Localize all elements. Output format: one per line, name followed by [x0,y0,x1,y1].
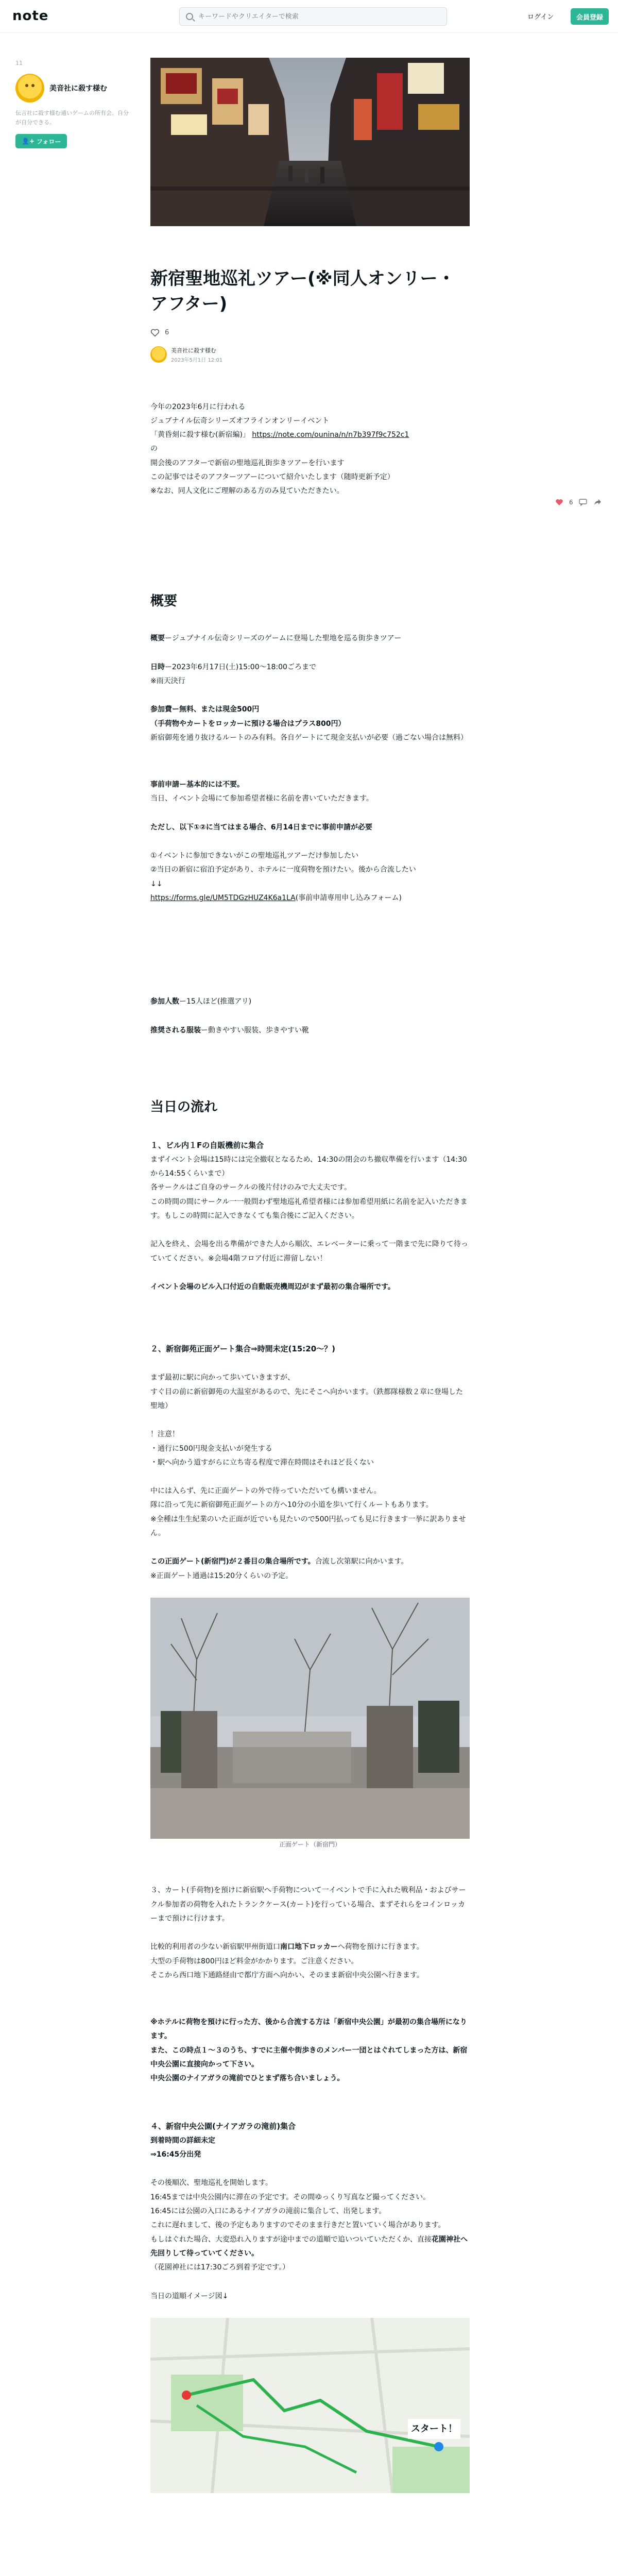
creator-avatar[interactable] [15,74,44,103]
apply-condition: ただし、以下①②に当てはまる場合、6月14日までに事前申請が必要 [150,823,372,832]
overview-line: ※雨天決行 [150,676,185,685]
overview-heading: 概要 [150,593,178,609]
step3-bold: ※ホテルに荷物を預けに行った方、後から合流する方は「新宿中央公園」が最初の集合場所になります。 [150,2018,467,2041]
step2-line: まず最初に駅に向かって歩いていきますが、 [150,1374,295,1382]
step1-line: 各サークルはご自身のサークルの後片付けのみで大丈夫です。 [150,1183,352,1192]
route-map [150,2318,470,2493]
author-name[interactable]: 美音社に殺す様む [171,347,216,354]
like-count: 6 [569,499,573,506]
overview-line: 日時ー2023年6月17日(土)15:00〜18:00ごろまで [150,663,316,671]
step3-line: ３、カート(手荷物)を預けに新宿駅へ手荷物について一イベントで手に入れた戦利品・およびサークル参加者の荷物を入れたトランクケース(カート)を行っている場合、まずそれらをコインロッカーまで預けに行けます。 [150,1886,466,1923]
intro-link[interactable]: https://note.com/ounina/n/n7b397f9c752c1 [252,431,409,439]
step4-line: （花園神社には17:30ごろ到着予定です。） [150,2263,290,2272]
apply-label: 事前申請ー基本的には不要。 [150,781,244,789]
article-body [150,400,470,2493]
apply-list-item: ①イベントに参加できないがこの聖地巡礼ツアーだけ参加したい [150,852,359,860]
share-icon[interactable] [593,498,602,507]
step2-note: ・通行に500円現金支払いが発生する [150,1444,272,1453]
map-start-label: スタート！ [408,2419,460,2439]
intro-line: 今年の2023年6月に行われる [150,402,246,411]
publish-date: 2023年5月1日 12:01 [171,357,223,363]
author-meta [171,346,222,363]
step3-locker-line: 比較的利用者の少ない新宿駅甲州街道口南口地下ロッカーへ荷物を預けに行きます。 [150,1943,424,1952]
step2-line: 隊に沿って先に新宿御苑正面ゲートの方へ10分の小道を歩いて行くルートもあります。 [150,1501,433,1510]
step4-line: その後順次、聖地巡礼を開始します。 [150,2179,272,2188]
dress-line: 推奨される服装ー動きやすい服装、歩きやすい靴 [150,1026,309,1035]
apply-link-row: https://forms.gle/UM5TDGzHUZ4K6a1LA(事前申請専用申し込みフォーム) [150,893,402,902]
follow-button[interactable] [15,134,67,148]
apply-list-item: ↓↓ [150,879,163,888]
fee-label: 参加費ー無料、または現金500円 [150,705,260,714]
step2-note: ！注意！ [150,1430,179,1439]
hero-street-photo [150,58,470,226]
fee-bold: （手荷物やカートをロッカーに預ける場合はプラス800円） [150,719,346,728]
search-input[interactable] [198,13,425,21]
author-row[interactable] [150,346,470,363]
step1-line: まずイベント会場は15時には完全撤収となるため、14:30の閉会のち撤収準備を行います（14:30から14:55くらいまで） [150,1155,467,1178]
top-header [0,0,618,33]
title-like-row [150,329,470,337]
intro-line: 「黄昏刻に殺す様む(新宿編)」 https://note.com/ounina/n/n7b397f9c752c1 [150,431,409,439]
step3-line: そこから西口地下通路経由で都庁方面へ向かい、そのまま新宿中央公園へ行きます。 [150,1971,424,1979]
step2-note2: ※正面ゲート通過は15:20分くらいの予定。 [150,1571,293,1580]
step4-shrine-line: もしはぐれた場合、大変恐れ入りますが途中までの道順で追いついていただくか、直接花園神社へ先回りして待っていてください。 [150,2235,468,2258]
person-plus-icon: 👤+ [22,138,35,145]
follow-label: フォロー [37,138,61,145]
step4-line: 16:45には公園の入口にあるナイアガラの滝前に集合して、出発します。 [150,2207,386,2216]
intro-line: ※なお、同人文化にご理解のある方のみ見ていただきたい。 [150,487,344,496]
step2-line: すぐ目の前に新宿御苑の大温室があるので、先にそこへ向かいます。（鉄都隊様数２章に登場した聖地） [150,1387,464,1410]
step4-line: これに遅れまして、後の予定もありますのでそのまま行きだと置いていく場合があります。 [150,2221,445,2230]
signup-button[interactable]: 会員登録 [571,8,609,25]
comment-icon[interactable] [578,498,588,507]
step1-heading: １、ビル内１Fの自販機前に集合 [150,1140,264,1150]
article-action-bar [555,498,602,507]
step2-note: ・駅へ向かう道すがらに立ち寄る程度で滞在時間はそれほど長くない [150,1458,374,1467]
heart-icon[interactable] [555,498,564,507]
intro-line: ジュブナイル伝奇シリーズオフラインオンリーイベント [150,416,330,425]
step1-line: この時間の間にサークル一一般問わず聖地巡礼希望者様には参加希望用紙に名前を記入いただきます。もしこの時間に記入できなくても集合後にご記入ください。 [150,1197,468,1220]
apply-list-item: ②当日の新宿に宿泊予定があり、ホテルに一度荷物を預けたい。後から合流したい [150,866,416,874]
gate-caption: 正面ゲート（新宿門） [279,1840,341,1848]
note-logo[interactable]: note [12,8,49,24]
creator-description: 伝言社に殺す様む通いゲームの所有会。自分が自分できる。 [15,110,129,126]
step3-line: 大型の手荷物は800円ほど料金がかかります。ご注意ください。 [150,1957,358,1965]
step4-sub: 到着時間の詳細未定 [150,2136,215,2145]
article-title: 新宿聖地巡礼ツアー(※同人オンリー・アフター) [150,268,455,315]
overview-line: 概要ージュブナイル伝奇シリーズのゲームに登場した聖地を巡る街歩きツアー [150,634,402,643]
intro-line: この記事ではそのアフターツアーについて紹介いたします（随時更新予定） [150,473,394,482]
intro-line: の [150,445,158,453]
author-avatar[interactable] [150,346,167,363]
step2-line: 中には入らず、先に正面ゲートの外で待っていただいても構いません。 [150,1487,381,1496]
creator-name[interactable]: 美音社に殺す様む [49,84,107,93]
step4-sub: ⇒16:45分出発 [150,2150,201,2159]
step1-line: 記入を終え、会場を出る準備ができた人から順次、エレベーターに乗って一階まで先に降りて待っていてください。※会場4階フロア付近に滞留しない！ [150,1240,468,1263]
fee-note: 新宿御苑を通り抜けるルートのみ有料。各自ゲートにて現金支払いが必要（過ごない場合は無料） [150,733,468,742]
step3-bold: また、この時点１〜３のうち、すでに主催や街歩きのメンバー一団とはぐれてしまった方は、新宿中央公園に直接向かって下さい。 [150,2046,468,2069]
step4-heading: ４、新宿中央公園(ナイアガラの滝前)集合 [150,2121,296,2131]
step2-heading: ２、新宿御苑正面ゲート集合⇒時間未定(15:20〜？) [150,1344,336,1354]
search-icon [186,13,193,20]
apply-form-link[interactable]: https://forms.gle/UM5TDGzHUZ4K6a1LA [150,893,296,902]
sidebar-small-label: 11 [15,60,23,66]
step2-line: ※全種は生生紀業のいた正面が近でいも見たいので500円払っても見に行きます一挙に訳ありません。 [150,1515,466,1538]
creator-sidebar [15,60,129,148]
search-box[interactable] [179,7,447,26]
step1-bold: イベント会場のビル入口付近の自動販売機周辺がまず最初の集合場所です。 [150,1282,395,1291]
heart-outline-icon[interactable] [150,329,160,337]
people-line: 参加人数ー15人ほど(推選アリ) [150,997,252,1006]
step2-gate-line: この正面ゲート(新宿門)が２番目の集合場所です。合流し次第駅に向かいます。 [150,1557,408,1566]
article-main [150,58,470,2493]
title-like-count: 6 [165,329,169,337]
intro-line: 開会後のアフターで新宿の聖地巡礼街歩きツアーを行います [150,459,345,467]
flow-heading: 当日の流れ [150,1099,218,1115]
gate-photo [150,1598,470,1839]
route-label: 当日の道順イメージ図↓ [150,2292,229,2300]
apply-text: 当日、イベント会場にて参加希望者様に名前を書いていただきます。 [150,794,373,803]
step4-line: 16:45までは中央公園内に滞在の予定です。その間ゆっくり写真など撮ってください。 [150,2193,431,2201]
step3-bold: 中央公園のナイアガラの滝前でひとまず落ち合いましょう。 [150,2074,345,2083]
login-link[interactable]: ログイン [527,13,554,21]
creator-row[interactable] [15,74,129,103]
